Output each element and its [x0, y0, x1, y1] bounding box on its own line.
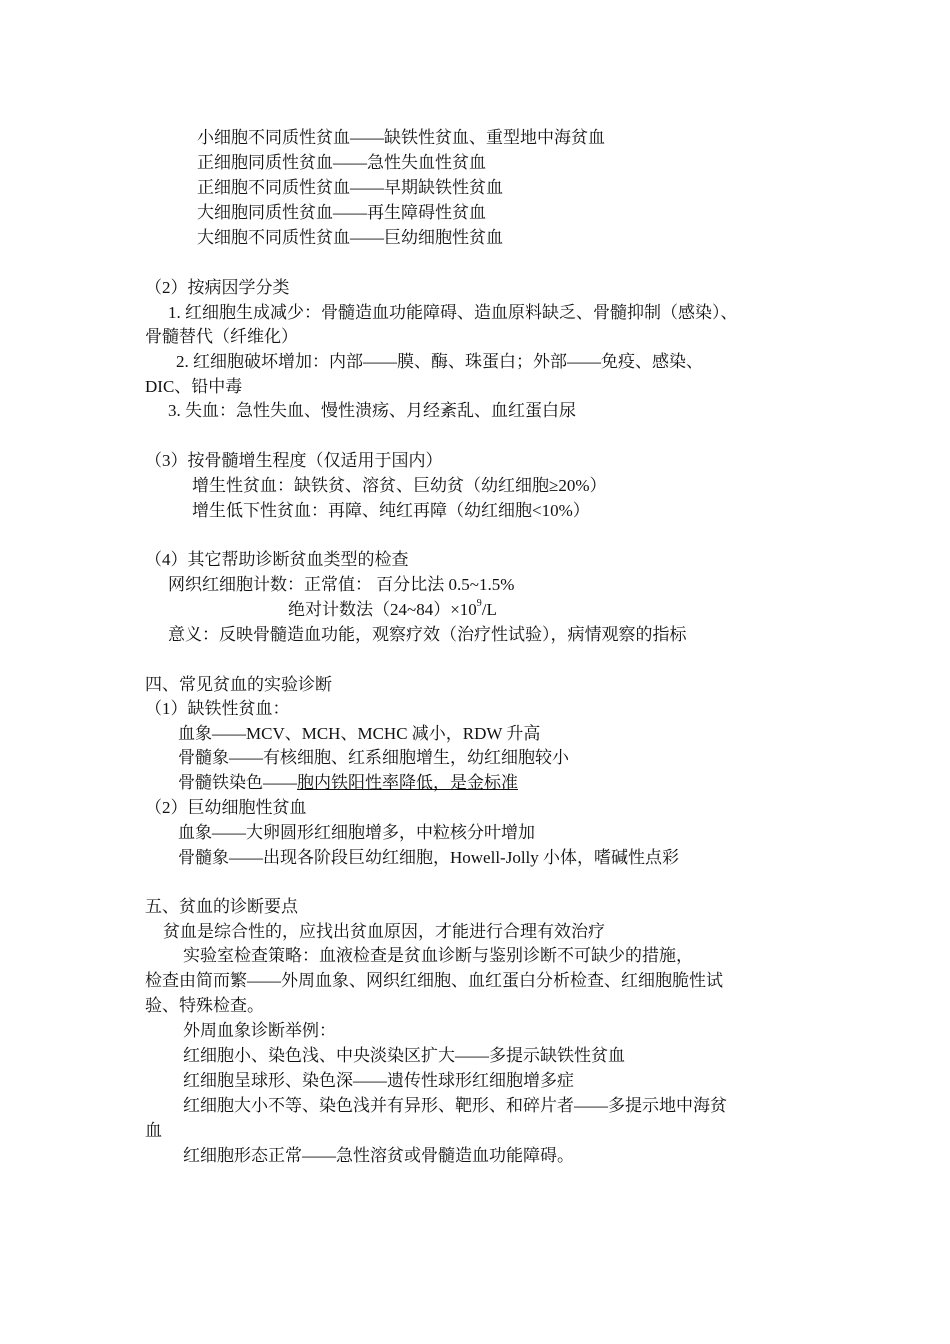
example-line-cont: 血 [145, 1121, 162, 1140]
morphology-line: 小细胞不同质性贫血——缺铁性贫血、重型地中海贫血 [197, 128, 605, 147]
other-tests-heading: （4）其它帮助诊断贫血类型的检查 [145, 550, 409, 569]
example-line: 红细胞呈球形、染色深——遗传性球形红细胞增多症 [183, 1071, 574, 1090]
unit-text: /L [481, 600, 497, 619]
exponent: 9 [476, 598, 482, 610]
reticulocyte-absolute-text: 绝对计数法（24~84）×10 [288, 600, 477, 619]
section-4-line: 血象——MCV、MCH、MCHC 减小，RDW 升高 [178, 724, 541, 743]
morphology-line: 大细胞不同质性贫血——巨幼细胞性贫血 [197, 228, 503, 247]
section-5-paragraph: 贫血是综合性的，应找出贫血原因，才能进行合理有效治疗 [163, 922, 605, 941]
etiology-heading: （2）按病因学分类 [145, 278, 290, 297]
section-4-heading: 四、常见贫血的实验诊断 [145, 675, 332, 694]
section-5-paragraph-cont: 检查由简而繁——外周血象、网织红细胞、血红蛋白分析检查、红细胞脆性试 [145, 971, 723, 990]
etiology-item-2-cont: DIC、铅中毒 [145, 377, 243, 396]
marrow-line: 增生低下性贫血：再障、纯红再障（幼红细胞<10%） [192, 501, 590, 520]
significance-line: 意义：反映骨髓造血功能，观察疗效（治疗性试验），病情观察的指标 [168, 625, 687, 644]
morphology-line: 正细胞同质性贫血——急性失血性贫血 [197, 153, 486, 172]
example-line: 红细胞大小不等、染色浅并有异形、靶形、和碎片者——多提示地中海贫 [183, 1096, 727, 1115]
example-line: 红细胞形态正常——急性溶贫或骨髓造血功能障碍。 [183, 1146, 574, 1165]
etiology-item-3: 3. 失血：急性失血、慢性溃疡、月经紊乱、血红蛋白尿 [168, 401, 576, 420]
iron-stain-label: 骨髓铁染色—— [178, 773, 297, 792]
section-5-heading: 五、贫血的诊断要点 [145, 897, 298, 916]
example-heading: 外周血象诊断举例： [183, 1021, 336, 1040]
etiology-item-2: 2. 红细胞破坏增加：内部——膜、酶、珠蛋白；外部——免疫、感染、 [176, 352, 703, 371]
section-4-line: 骨髓象——出现各阶段巨幼红细胞，Howell-Jolly 小体，嗜碱性点彩 [178, 848, 680, 867]
section-5-paragraph: 实验室检查策略：血液检查是贫血诊断与鉴别诊断不可缺少的措施， [183, 946, 693, 965]
etiology-item-1-cont: 骨髓替代（纤维化） [145, 327, 298, 346]
morphology-line: 正细胞不同质性贫血——早期缺铁性贫血 [197, 178, 503, 197]
reticulocyte-absolute-line [288, 599, 497, 621]
section-4-sub-1: （1）缺铁性贫血： [145, 699, 290, 718]
section-4-line: 骨髓象——有核细胞、红系细胞增生，幼红细胞较小 [178, 748, 569, 767]
etiology-item-1: 1. 红细胞生成减少：骨髓造血功能障碍、造血原料缺乏、骨髓抑制（感染）、 [168, 303, 738, 322]
marrow-line: 增生性贫血：缺铁贫、溶贫、巨幼贫（幼红细胞≥20%） [192, 476, 607, 495]
section-4-sub-2: （2）巨幼细胞性贫血 [145, 798, 307, 817]
marrow-heading: （3）按骨髓增生程度（仅适用于国内） [145, 451, 443, 470]
section-4-line [178, 772, 518, 794]
section-4-line: 血象——大卵圆形红细胞增多，中粒核分叶增加 [178, 823, 535, 842]
section-5-paragraph-cont: 验、特殊检查。 [145, 996, 264, 1015]
example-line: 红细胞小、染色浅、中央淡染区扩大——多提示缺铁性贫血 [183, 1046, 625, 1065]
gold-standard-text: 胞内铁阳性率降低，是金标准 [297, 773, 518, 792]
reticulocyte-line: 网织红细胞计数：正常值： 百分比法 0.5~1.5% [168, 575, 515, 594]
morphology-line: 大细胞同质性贫血——再生障碍性贫血 [197, 203, 486, 222]
